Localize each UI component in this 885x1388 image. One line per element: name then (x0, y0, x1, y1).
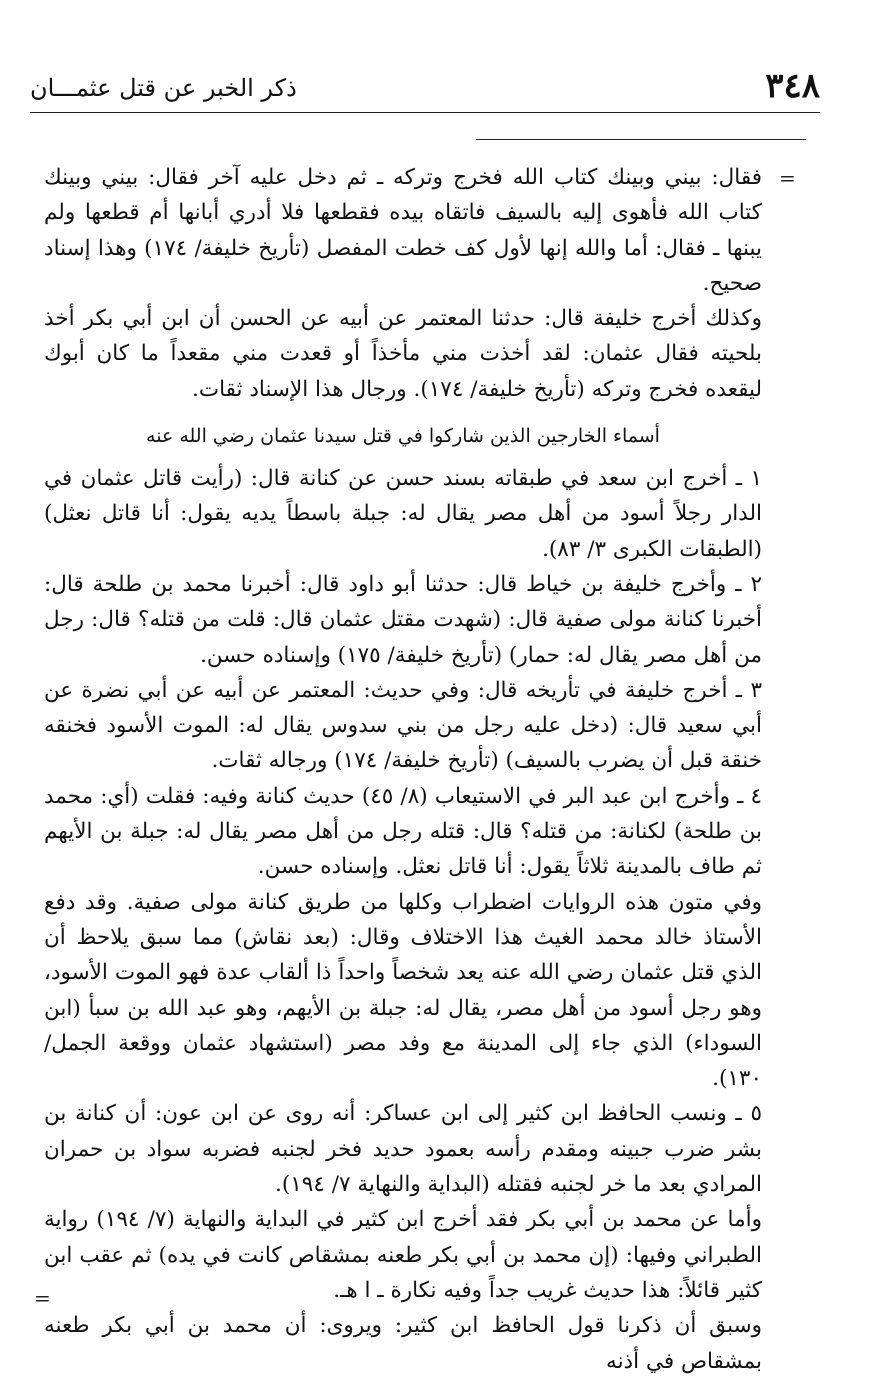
paragraph: ١ ـ أخرج ابن سعد في طبقاته بسند حسن عن كنانة قال: (رأيت قاتل عثمان في الدار رجلاً أسود من أهل مصر يقال له: جبلة باسطاً يديه يقول: أنا قاتل نعثل) (الطبقات الكبرى ٣/ ٨٣). (44, 466, 762, 562)
paragraph: ٥ ـ ونسب الحافظ ابن كثير إلى ابن عساكر: أنه روى عن ابن عون: أن كنانة بن بشر ضرب جبينه ومقدم رأسه بعمود حديد فخر لجنبه فضربه سواد بن حمران المرادي بعد ما خر لجنبه فقتله (البداية والنهاية ٧/ ١٩٤). (44, 1101, 762, 1198)
paragraph: ٣ ـ أخرج خليفة في تأريخه قال: وفي حديث: المعتمر عن أبيه عن أبي نضرة عن أبي سعيد قال: (دخل عليه رجل من بني سدوس يقال له: الموت الأسود فخنقه خنقة قبل أن يضرب بالسيف) (تأريخ خليفة/ ١٧٤) ورجاله ثقات. (44, 677, 762, 774)
section-heading: أسماء الخارجين الذين شاركوا في قتل سيدنا عثمان رضي الله عنه (146, 425, 660, 448)
continuation-mark-bottom: = (34, 1286, 51, 1310)
running-title: ذكر الخبر عن قتل عثمـــان (30, 74, 297, 102)
page-header (30, 66, 820, 112)
paragraph: وفي متون هذه الروايات اضطراب وكلها من طريق كنانة مولى صفية. وقد دفع الأستاذ خالد محمد الغيث هذا الاختلاف وقال: (بعد نقاش) مما سبق يلاحظ أن الذي قتل عثمان رضي الله عنه يعد شخصاً واحداً ذا ألقاب عدة فهو الموت الأسود، وهو رجل أسود من أهل مصر، يقال له: جبلة بن الأيهم، وهو عبد الله بن سبأ (ابن السوداء) الذي جاء إلى المدينة مع وفد مصر (استشهاد عثمان ووقعة الجمل/ ١٣٠). (44, 889, 762, 1092)
paragraph: وكذلك أخرج خليفة قال: حدثنا المعتمر عن أبيه عن الحسن أن ابن أبي بكر أخذ بلحيته فقال عثمان: لقد أخذت مني مأخذاً أو قعدت مني مقعداً ما كان أبوك ليقعده فخرج وتركه (تأريخ خليفة/ ١٧٤). ورجال هذا الإسناد ثقات. (44, 306, 762, 402)
paragraph: ٤ ـ وأخرج ابن عبد البر في الاستيعاب (٨/ ٤٥) حديث كنانة وفيه: فقلت (أي: محمد بن طلحة) لكنانة: من قتله؟ قال: قتله رجل من أهل مصر يقال له: جبلة بن الأيهم ثم طاف بالمدينة ثلاثاً يقول: أنا قاتل نعثل. وإسناده حسن. (44, 783, 762, 880)
paragraph: فقال: بيني وبينك كتاب الله فخرج وتركه ـ ثم دخل عليه آخر فقال: بيني وبينك كتاب الله فأهوى إليه بالسيف فاتقاه بيده فقطعها فلا أدري أبانها أم قطعها ولم يبنها ـ فقال: أما والله إنها لأول كف خطت المفصل (تأريخ خليفة/ ١٧٤) وهذا إسناد صحيح. (44, 165, 762, 296)
footnote-separator-rule (476, 139, 806, 140)
paragraph: ٢ ـ وأخرج خليفة بن خياط قال: حدثنا أبو داود قال: أخبرنا محمد بن طلحة قال: أخبرنا كنانة مولى صفية قال: (شهدت مقتل عثمان قال: قلت من قتله؟ قال: رجل من أهل مصر يقال له: حمار) (تأريخ خليفة/ ١٧٥) وإسناده حسن. (44, 571, 762, 668)
paragraph: وسبق أن ذكرنا قول الحافظ ابن كثير: ويروى: أن محمد بن أبي بكر طعنه بمشقاص في أذنه (44, 1313, 762, 1374)
page-number: ٣٤٨ (765, 66, 820, 106)
paragraph: وأما عن محمد بن أبي بكر فقد أخرج ابن كثير في البداية والنهاية (٧/ ١٩٤) رواية الطبراني وفيها: (إن محمد بن أبي بكر طعنه بمشقاص كانت في يده) ثم عقب ابن كثير قائلاً: هذا حديث غريب جداً وفيه نكارة ـ ا هـ. (44, 1207, 762, 1303)
header-rule (30, 112, 820, 113)
footnote-body (44, 160, 762, 1379)
continuation-mark-top: = (779, 166, 796, 190)
